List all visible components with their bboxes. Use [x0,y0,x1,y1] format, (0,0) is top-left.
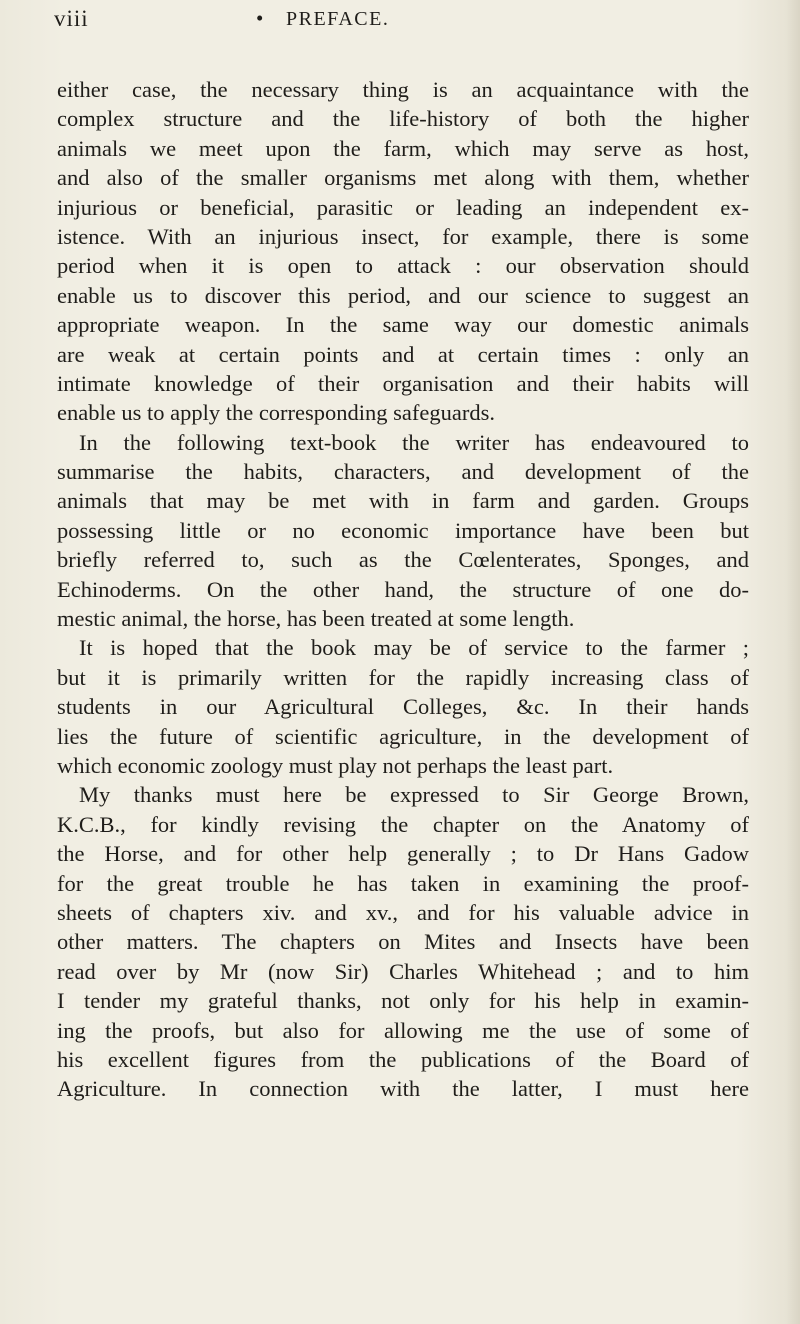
text-line: sheets of chapters xiv. and xv., and for his valuable advice in [57,899,749,925]
page-header [54,6,754,36]
text-line: istence. With an injurious insect, for example, there is some [57,223,749,249]
text-line: the Horse, and for other help generally ; to Dr Hans Gadow [57,841,749,867]
text-line: Agriculture. In connection with the latter, I must here [57,1076,749,1102]
text-line: animals we meet upon the farm, which may serve as host, [57,135,749,161]
text-line: enable us to apply the corresponding safeguards. [57,400,495,426]
text-line: period when it is open to attack : our observation should [57,253,749,279]
text-line: possessing little or no economic importance have been but [57,517,749,543]
text-line: In the following text-book the writer has endeavoured to [79,429,749,455]
page-number: viii [54,6,89,31]
text-line: but it is primarily written for the rapidly increasing class of [57,664,749,690]
text-line: which economic zoology must play not perhaps the least part. [57,752,614,778]
text-line: for the great trouble he has taken in examining the proof- [57,870,749,896]
text-line: students in our Agricultural Colleges, &c. In their hands [57,694,749,720]
text-line: ing the proofs, but also for allowing me the use of some of [57,1017,749,1043]
text-line: My thanks must here be expressed to Sir George Brown, [79,782,749,808]
text-line: animals that may be met with in farm and garden. Groups [57,488,749,514]
text-line: K.C.B., for kindly revising the chapter on the Anatomy of [57,811,749,837]
text-line: Echinoderms. On the other hand, the structure of one do- [57,576,749,602]
header-bullet: • [256,6,264,30]
text-line: enable us to discover this period, and our science to suggest an [57,282,749,308]
text-line: other matters. The chapters on Mites and Insects have been [57,929,749,955]
text-line: either case, the necessary thing is an acquaintance with the [57,77,749,102]
running-title: PREFACE. [286,8,390,30]
text-line: mestic animal, the horse, has been treated at some length. [57,606,575,632]
text-line: lies the future of scientific agriculture, in the development of [57,723,749,749]
text-line: injurious or beneficial, parasitic or leading an independent ex- [57,194,749,220]
text-line: summarise the habits, characters, and development of the [57,459,749,485]
body-text [57,75,749,1104]
text-line: and also of the smaller organisms met along with them, whether [57,165,749,191]
text-line: It is hoped that the book may be of service to the farmer ; [79,635,749,661]
text-line: intimate knowledge of their organisation and their habits will [57,370,749,396]
text-line: appropriate weapon. In the same way our domestic animals [57,312,749,338]
text-line: read over by Mr (now Sir) Charles Whitehead ; and to him [57,958,749,984]
text-line: I tender my grateful thanks, not only for his help in examin- [57,988,749,1014]
text-line: briefly referred to, such as the Cœlenterates, Sponges, and [57,547,749,573]
text-line: are weak at certain points and at certain times : only an [57,341,749,367]
text-line: his excellent figures from the publications of the Board of [57,1046,749,1072]
text-line: complex structure and the life-history of both the higher [57,106,749,132]
page-edge-shadow [786,0,800,1324]
